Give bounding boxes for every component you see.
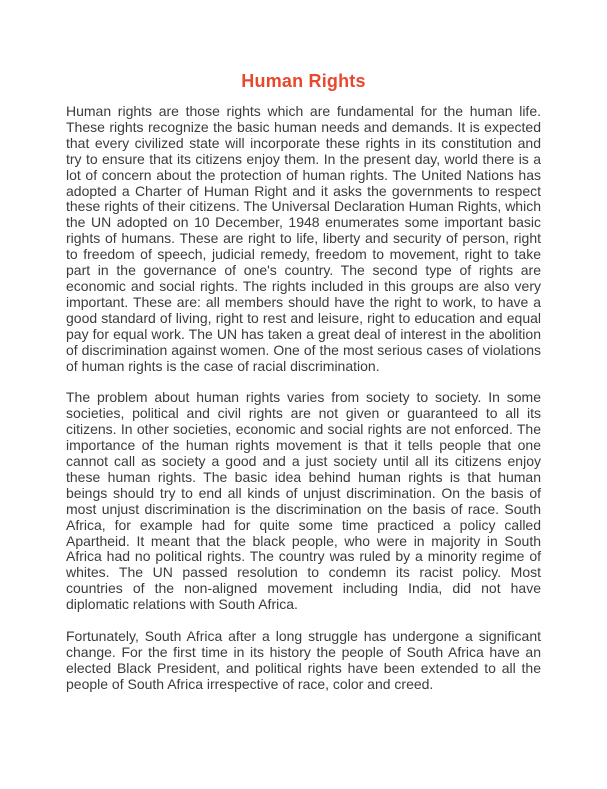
paragraph-south-africa-change: Fortunately, South Africa after a long struggle has undergone a significant change. For the first time in its history the people of South Africa have an elected Black President, and political rights have been extended to all the people of South Africa irrespective of race, color and creed. [66,628,541,692]
paragraph-intro-rights: Human rights are those rights which are fundamental for the human life. These rights recognize the basic human needs and demands. It is expected that every civilized state will incorporate these rights in its constitution and try to ensure that its citizens enjoy them. In the present day, world there is a lot of concern about the protection of human rights. The United Nations has adopted a Charter of Human Right and it asks the governments to respect these rights of their citizens. The Universal Declaration Human Rights, which the UN adopted on 10 December, 1948 enumerates some important basic rights of humans. These are right to life, liberty and security of person, right to freedom of speech, judicial remedy, freedom to movement, right to take part in the governance of one's country. The second type of rights are economic and social rights. The rights included in this groups are also very important. These are: all members should have the right to work, to have a good standard of living, right to rest and leisure, right to education and equal pay for equal work. The UN has taken a great deal of interest in the abolition of discrimination against women. One of the most serious cases of violations of human rights is the case of racial discrimination. [66,103,541,374]
page-title: Human Rights [241,71,366,91]
paragraph-society-discrimination: The problem about human rights varies from society to society. In some societies, political and civil rights are not given or guaranteed to all its citizens. In other societies, economic and social rights are not enforced. The importance of the human rights movement is that it tells people that one cannot call as society a good and a just society until all its citizens enjoy these human rights. The basic idea behind human rights is that human beings should try to end all kinds of unjust discrimination. On the basis of most unjust discrimination is the discrimination on the basis of race. South Africa, for example had for quite some time practiced a policy called Apartheid. It meant that the black people, who were in majority in South Africa had no political rights. The country was ruled by a minority regime of whites. The UN passed resolution to condemn its racist policy. Most countries of the non-aligned movement including India, did not have diplomatic relations with South Africa. [66,389,541,613]
